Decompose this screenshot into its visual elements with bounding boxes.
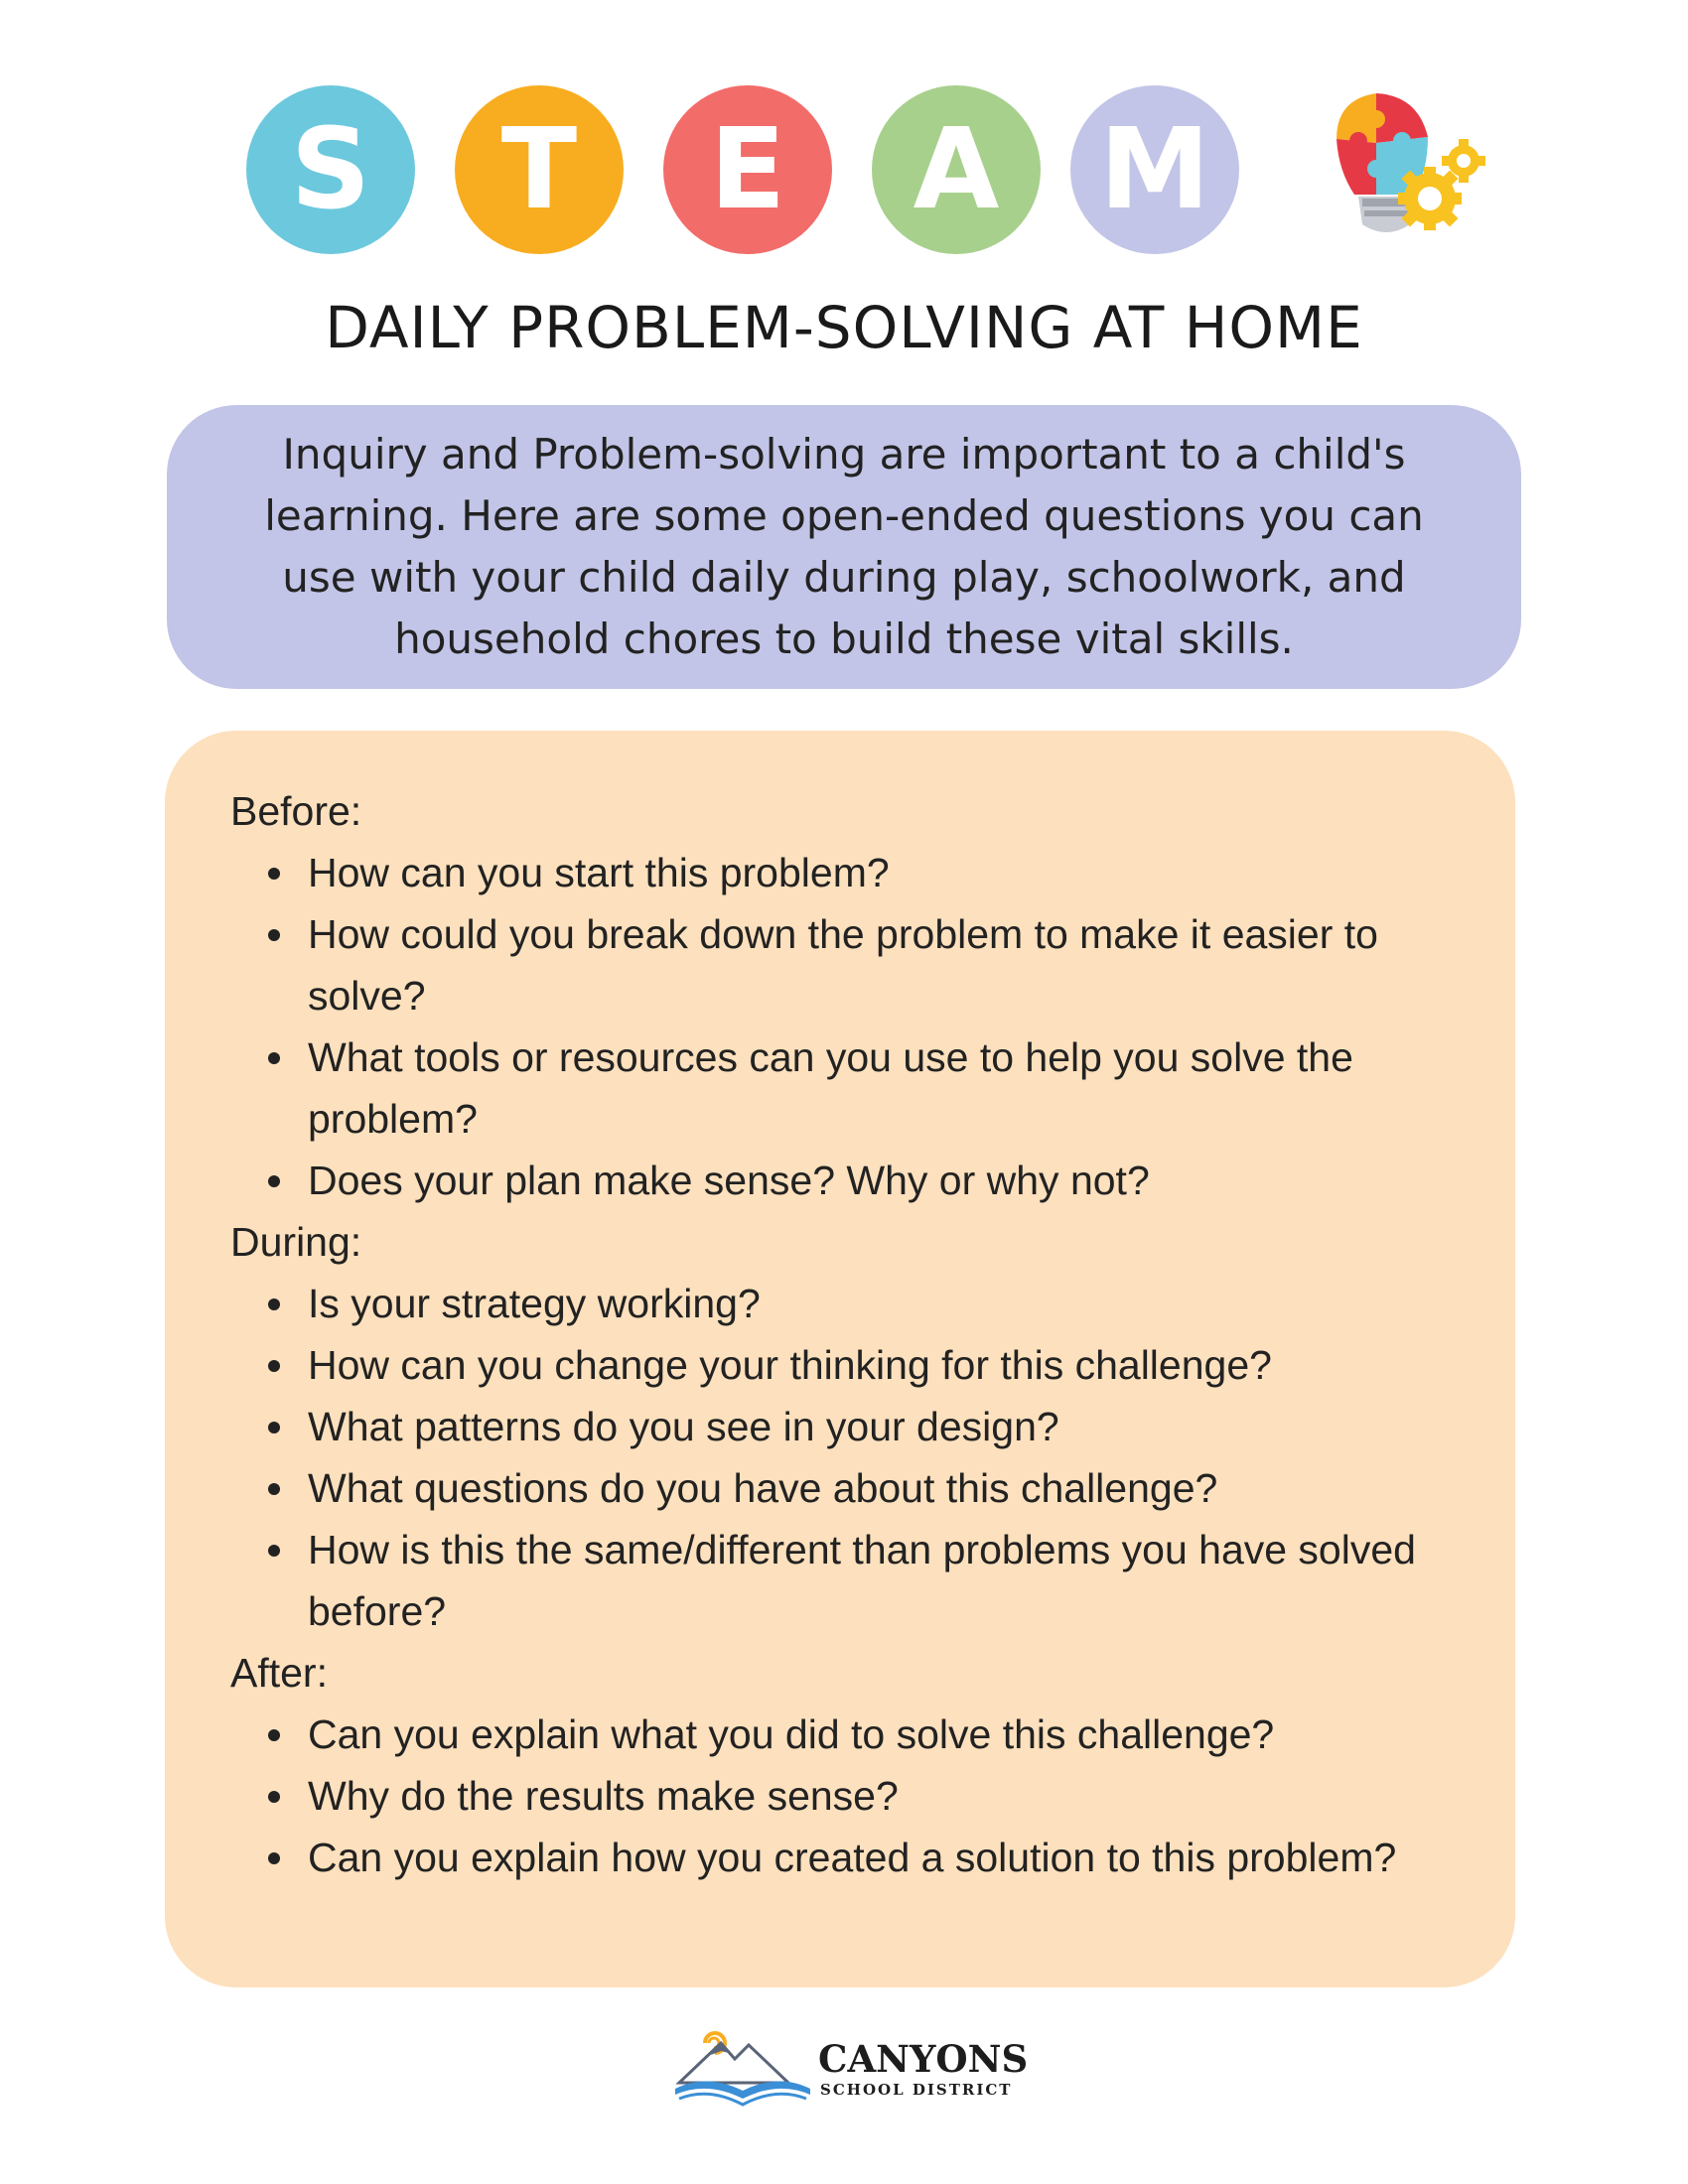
question-text: Is your strategy working? [308, 1281, 761, 1326]
question-text: How is this the same/different than problems you have solved before? [308, 1527, 1416, 1634]
bullet-icon [268, 1298, 280, 1310]
bullet-icon [268, 929, 280, 941]
question-text: How can you change your thinking for this challenge? [308, 1342, 1272, 1388]
list-item [230, 903, 1430, 1026]
section-heading-during: During: [230, 1219, 362, 1265]
bullet-icon [268, 1360, 280, 1372]
question-text: What tools or resources can you use to help you solve the problem? [308, 1034, 1353, 1142]
question-sections [230, 780, 1472, 1888]
bullet-icon [268, 1052, 280, 1064]
list-item [230, 1704, 1430, 1765]
list-item [230, 1765, 1430, 1827]
before-questions-list [230, 842, 1472, 1211]
steam-header [246, 85, 1497, 256]
steam-letter-a: A [872, 85, 1041, 254]
list-item [230, 1457, 1430, 1519]
question-text: How can you start this problem? [308, 850, 890, 895]
question-text: What questions do you have about this challenge? [308, 1465, 1218, 1511]
logo-name: CANYONS [818, 2037, 1029, 2081]
bullet-icon [268, 1422, 280, 1433]
steam-letter-e: E [663, 85, 832, 254]
bullet-icon [268, 868, 280, 880]
question-text: Can you explain what you did to solve this challenge? [308, 1711, 1275, 1757]
steam-letter-m: M [1070, 85, 1239, 254]
mountains-book-logo-icon [671, 2021, 814, 2111]
bullet-icon [268, 1483, 280, 1495]
bullet-icon [268, 1791, 280, 1803]
intro-box [167, 405, 1521, 689]
during-questions-list [230, 1273, 1472, 1642]
list-item [230, 842, 1430, 903]
question-text: Why do the results make sense? [308, 1773, 899, 1819]
steam-letter-t: T [455, 85, 624, 254]
list-item [230, 1150, 1430, 1211]
question-text: How could you break down the problem to make it easier to solve? [308, 911, 1378, 1019]
bullet-icon [268, 1852, 280, 1864]
question-text: Does your plan make sense? Why or why not? [308, 1158, 1150, 1203]
steam-letter-s: S [246, 85, 415, 254]
questions-box [165, 731, 1515, 1987]
after-questions-list [230, 1704, 1472, 1888]
logo-subtitle: SCHOOL DISTRICT [820, 2081, 1013, 2099]
canyons-logo [671, 2021, 1029, 2111]
page-title: DAILY PROBLEM-SOLVING AT HOME [325, 294, 1363, 361]
list-item [230, 1334, 1430, 1396]
list-item [230, 1396, 1430, 1457]
bullet-icon [268, 1175, 280, 1187]
list-item [230, 1519, 1430, 1642]
section-heading-before: Before: [230, 788, 362, 834]
intro-text: Inquiry and Problem-solving are important to a child's learning. Here are some open-ended questions you can use with your child daily during play, schoolwork, and household chores to build these vital skills. [264, 430, 1424, 663]
section-heading-after: After: [230, 1650, 328, 1696]
list-item [230, 1273, 1430, 1334]
question-text: Can you explain how you created a solution to this problem? [308, 1835, 1397, 1880]
question-text: What patterns do you see in your design? [308, 1404, 1059, 1449]
bullet-icon [268, 1729, 280, 1741]
list-item [230, 1827, 1430, 1888]
bullet-icon [268, 1545, 280, 1557]
list-item [230, 1026, 1430, 1150]
lightbulb-puzzle-gears-icon [1319, 79, 1487, 258]
